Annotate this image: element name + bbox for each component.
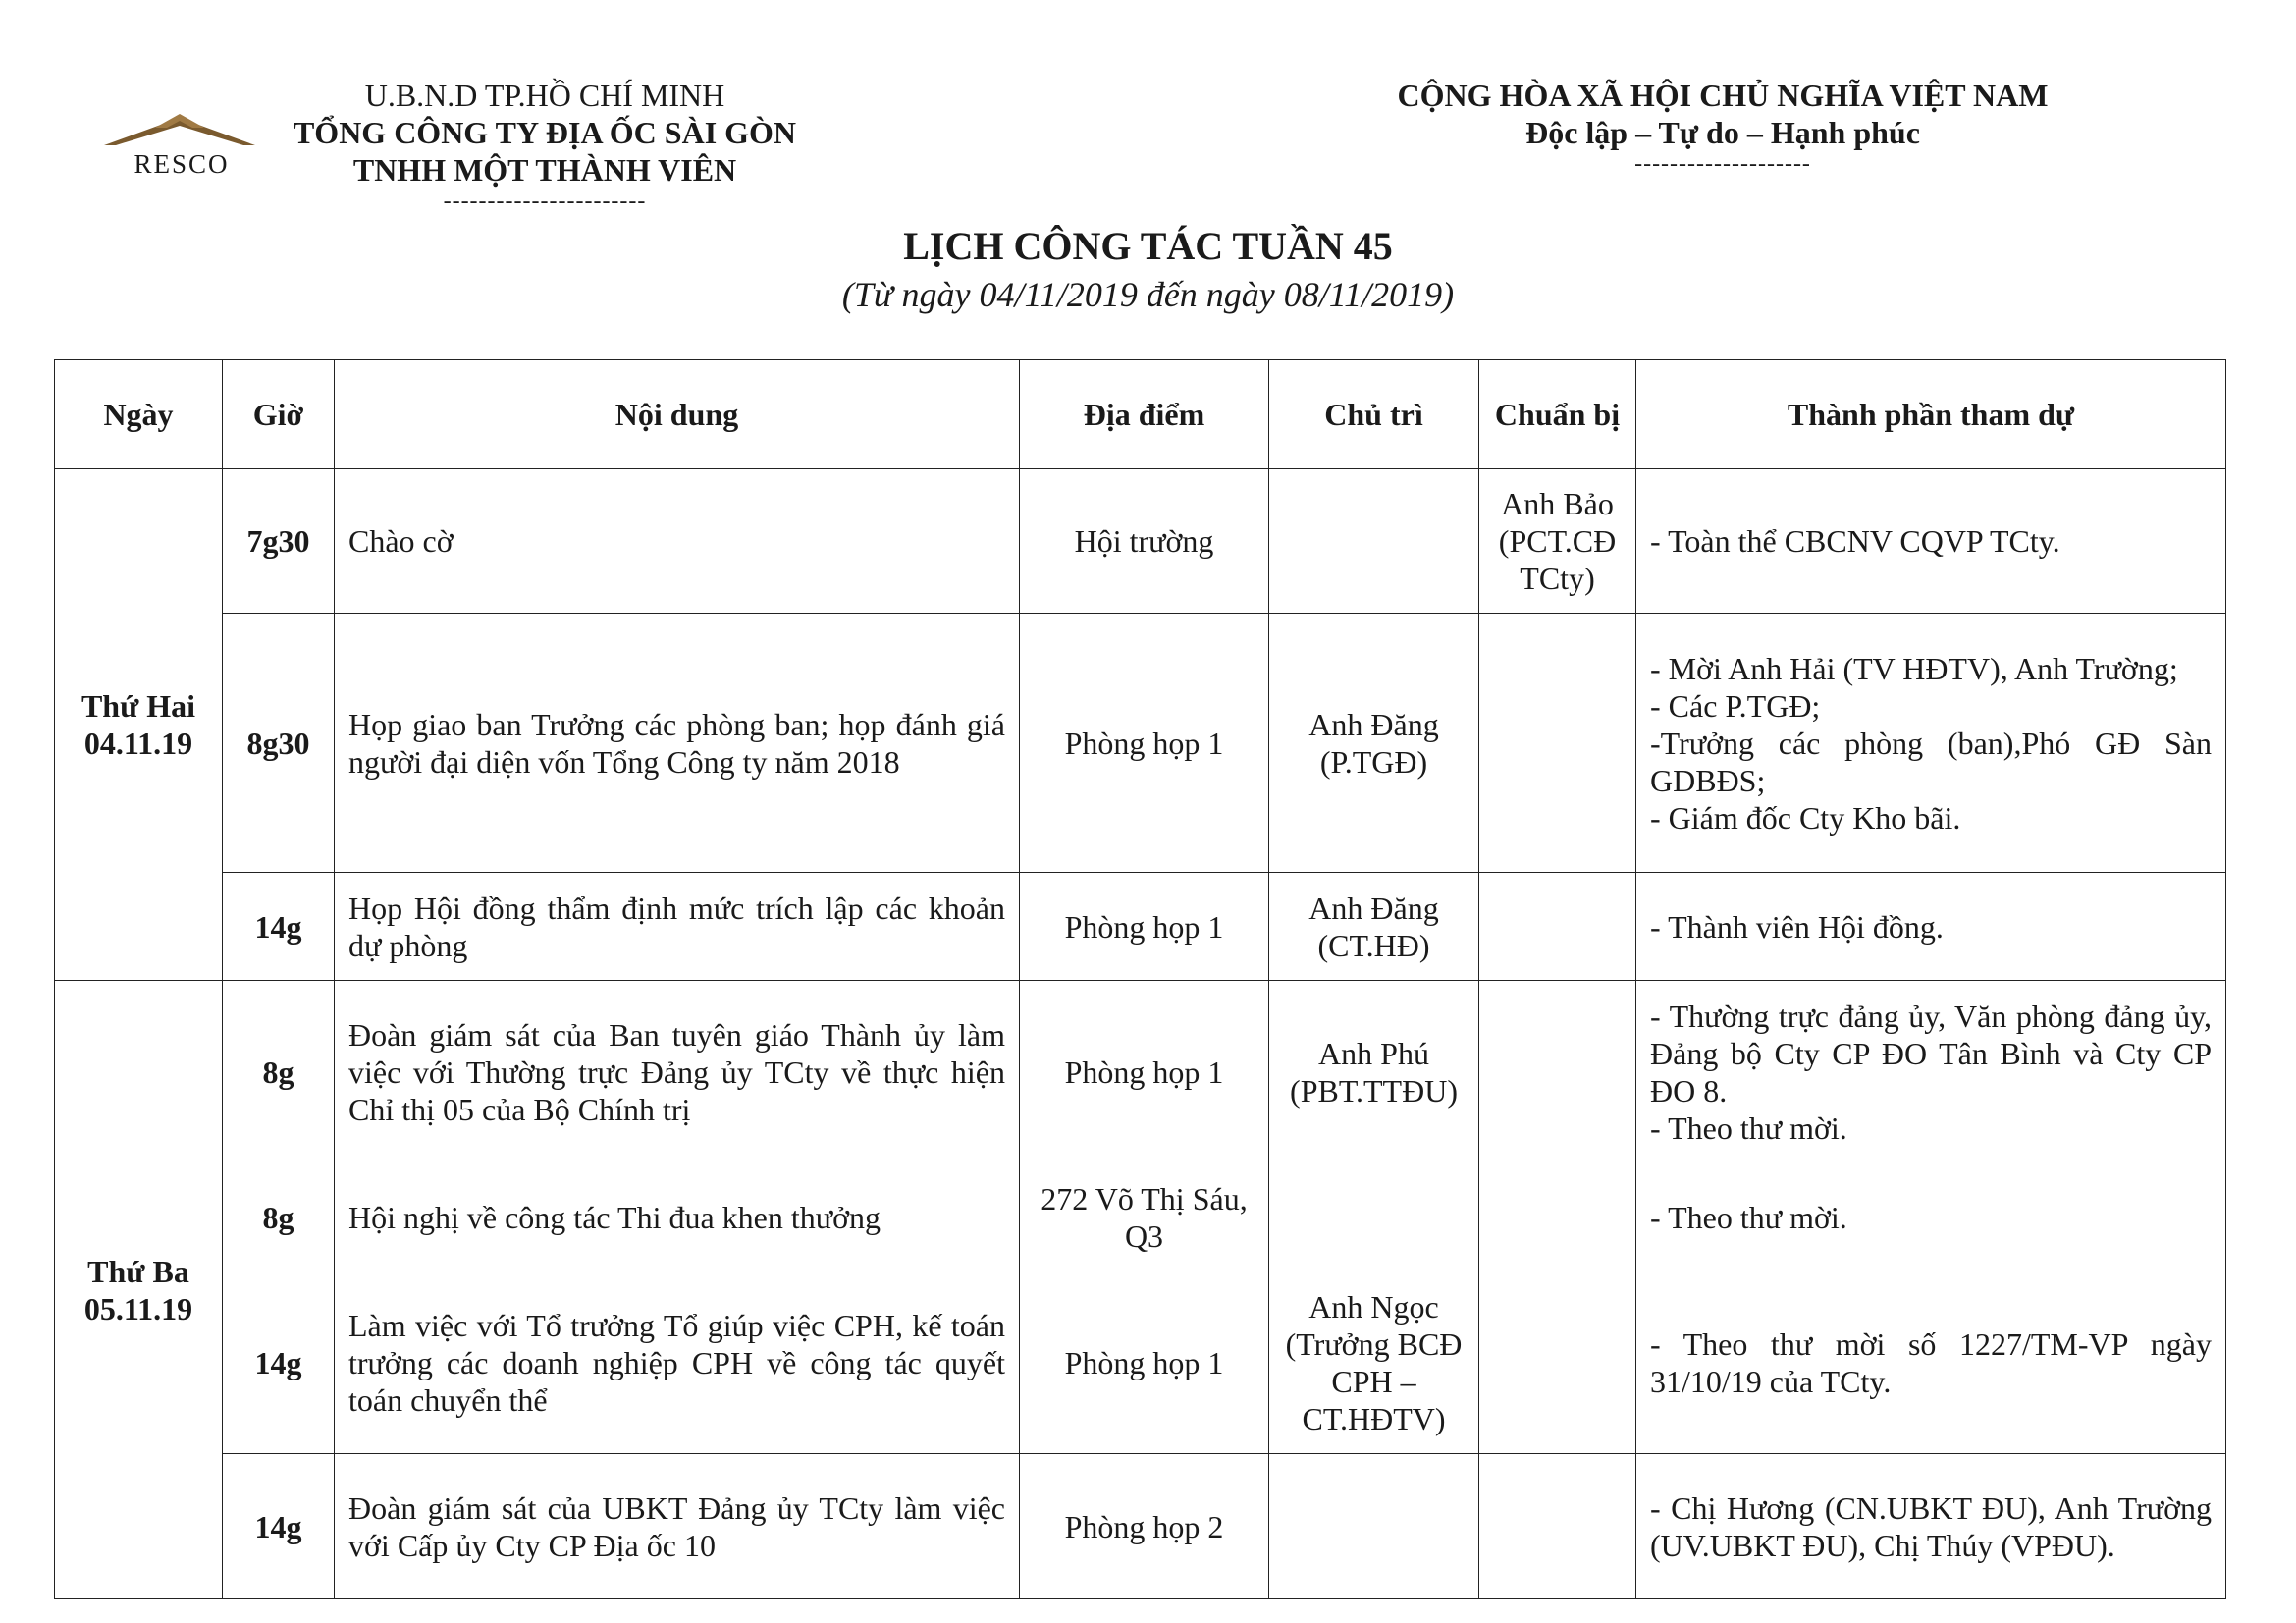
chair-cell: Anh Ngọc (Trưởng BCĐ CPH – CT.HĐTV) [1269, 1271, 1479, 1454]
col-header-place: Địa điểm [1020, 360, 1269, 469]
place-cell: Hội trường [1020, 469, 1269, 614]
table-body [55, 469, 2226, 1599]
time-cell: 14g [223, 873, 335, 981]
schedule-table [54, 359, 2226, 1599]
place-cell: Phòng họp 1 [1020, 981, 1269, 1163]
attendee-line: - Theo thư mời. [1650, 1199, 1847, 1235]
time-cell: 8g [223, 981, 335, 1163]
attendee-line: -Trưởng các phòng (ban),Phó GĐ Sàn GDBĐS; [1650, 725, 2212, 798]
chair-cell [1269, 469, 1479, 614]
org-divider: ----------------------- [443, 189, 647, 214]
chair-cell: Anh Phú (PBT.TTĐU) [1269, 981, 1479, 1163]
prep-cell [1479, 614, 1636, 873]
place-cell: Phòng họp 1 [1020, 1271, 1269, 1454]
attend-cell [1636, 469, 2226, 614]
table-row [55, 1271, 2226, 1454]
day-cell-monday [55, 469, 223, 981]
table-row [55, 469, 2226, 614]
prep-cell: Anh Bảo (PCT.CĐ TCty) [1479, 469, 1636, 614]
day-name: Thứ Ba [87, 1253, 189, 1289]
content-cell: Hội nghị về công tác Thi đua khen thưởng [335, 1163, 1020, 1271]
day-date: 05.11.19 [83, 1290, 193, 1326]
time-cell: 8g30 [223, 614, 335, 873]
attend-cell [1636, 981, 2226, 1163]
nation-name: CỘNG HÒA XÃ HỘI CHỦ NGHĨA VIỆT NAM [1397, 78, 2049, 113]
attendee-line: - Thường trực đảng ủy, Văn phòng đảng ủy, Đảng bộ Cty CP ĐO Tân Bình và Cty CP ĐO 8. [1650, 998, 2212, 1109]
attendee-line: - Thành viên Hội đồng. [1650, 908, 1944, 945]
roof-icon [96, 96, 263, 155]
table-row [55, 614, 2226, 873]
attend-cell [1636, 1271, 2226, 1454]
attendee-line: - Chị Hương (CN.UBKT ĐU), Anh Trường (UV.UBKT ĐU), Chị Thúy (VPĐU). [1650, 1489, 2212, 1563]
place-cell: Phòng họp 1 [1020, 614, 1269, 873]
content-cell: Họp giao ban Trưởng các phòng ban; họp đánh giá người đại diện vốn Tổng Công ty năm 2018 [335, 614, 1020, 873]
place-cell: Phòng họp 1 [1020, 873, 1269, 981]
content-cell: Đoàn giám sát của UBKT Đảng ủy TCty làm việc với Cấp ủy Cty CP Địa ốc 10 [335, 1454, 1020, 1599]
time-cell: 14g [223, 1454, 335, 1599]
attend-cell [1636, 1454, 2226, 1599]
attendee-line: - Theo thư mời số 1227/TM-VP ngày 31/10/19 của TCty. [1650, 1325, 2212, 1399]
prep-cell [1479, 873, 1636, 981]
time-cell: 14g [223, 1271, 335, 1454]
motto-divider: -------------------- [1634, 151, 1811, 177]
table-row [55, 981, 2226, 1163]
time-cell: 8g [223, 1163, 335, 1271]
col-header-prep: Chuẩn bị [1479, 360, 1636, 469]
content-cell: Chào cờ [335, 469, 1020, 614]
attendee-line: - Các P.TGĐ; [1650, 687, 1821, 724]
table-row [55, 1454, 2226, 1599]
day-date: 04.11.19 [83, 726, 193, 761]
chair-cell: Anh Đăng (P.TGĐ) [1269, 614, 1479, 873]
org-name-block [250, 77, 839, 214]
attendee-line: - Toàn thể CBCNV CQVP TCty. [1650, 523, 2060, 559]
table-row [55, 1163, 2226, 1271]
content-cell: Họp Hội đồng thẩm định mức trích lập các khoản dự phòng [335, 873, 1020, 981]
attendee-line: - Mời Anh Hải (TV HĐTV), Anh Trường; [1650, 650, 2178, 686]
place-cell: 272 Võ Thị Sáu, Q3 [1020, 1163, 1269, 1271]
attendee-line: - Giám đốc Cty Kho bãi. [1650, 799, 1961, 836]
table-header [55, 360, 2226, 469]
place-cell: Phòng họp 2 [1020, 1454, 1269, 1599]
col-header-attend: Thành phần tham dự [1636, 360, 2226, 469]
col-header-chair: Chủ trì [1269, 360, 1479, 469]
attendee-line: - Theo thư mời. [1650, 1109, 1847, 1146]
day-cell-tuesday [55, 981, 223, 1599]
attend-cell [1636, 873, 2226, 981]
national-motto: Độc lập – Tự do – Hạnh phúc [1525, 115, 1920, 150]
day-name: Thứ Hai [80, 688, 196, 724]
col-header-content: Nội dung [335, 360, 1020, 469]
prep-cell [1479, 1454, 1636, 1599]
logo-text: RESCO [133, 149, 230, 179]
document-date-range: (Từ ngày 04/11/2019 đến ngày 08/11/2019) [841, 275, 1455, 314]
prep-cell [1479, 1163, 1636, 1271]
org-header [88, 77, 834, 234]
org-type: TNHH MỘT THÀNH VIÊN [352, 152, 737, 188]
table-row [55, 873, 2226, 981]
prep-cell [1479, 1271, 1636, 1454]
chair-cell [1269, 1163, 1479, 1271]
document-title-block [0, 221, 2296, 317]
chair-cell: Anh Đăng (CT.HĐ) [1269, 873, 1479, 981]
org-parent: U.B.N.D TP.HỒ CHÍ MINH [364, 78, 725, 113]
prep-cell [1479, 981, 1636, 1163]
col-header-time: Giờ [223, 360, 335, 469]
header-row [55, 360, 2226, 469]
national-header [1315, 77, 2130, 177]
content-cell: Đoàn giám sát của Ban tuyên giáo Thành ủy làm việc với Thường trực Đảng ủy TCty về thực hiện Chỉ thị 05 của Bộ Chính trị [335, 981, 1020, 1163]
attend-cell [1636, 1163, 2226, 1271]
org-name: TỔNG CÔNG TY ĐỊA ỐC SÀI GÒN [293, 115, 797, 150]
document-title: LỊCH CÔNG TÁC TUẦN 45 [903, 224, 1393, 268]
chair-cell [1269, 1454, 1479, 1599]
time-cell: 7g30 [223, 469, 335, 614]
attend-cell [1636, 614, 2226, 873]
resco-logo [96, 96, 263, 179]
content-cell: Làm việc với Tổ trưởng Tổ giúp việc CPH, kế toán trưởng các doanh nghiệp CPH về công tác quyết toán chuyển thể [335, 1271, 1020, 1454]
col-header-day: Ngày [55, 360, 223, 469]
